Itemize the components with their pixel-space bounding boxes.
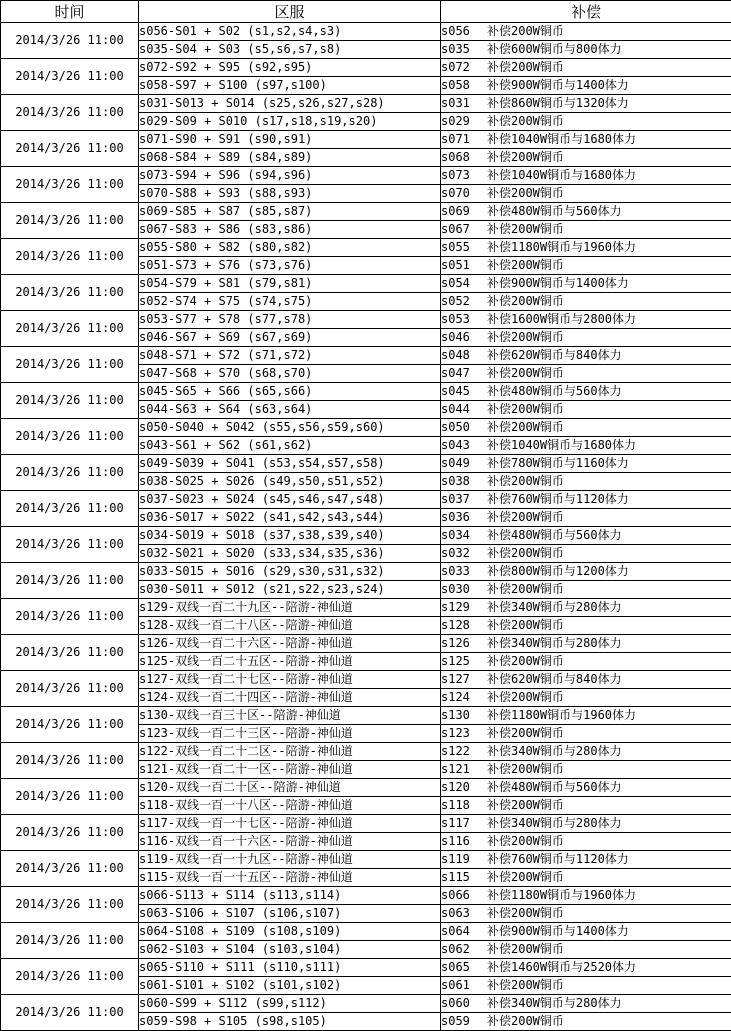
compensation-cell [441, 275, 731, 293]
server-cell: s064-S108 + S109 (s108,s109) [139, 923, 441, 941]
compensation-text: 补偿200W铜币 [487, 798, 564, 812]
server-id: s031 [441, 95, 487, 112]
compensation-text: 补偿200W铜币 [487, 258, 564, 272]
compensation-cell [441, 671, 731, 689]
server-id: s072 [441, 59, 487, 76]
compensation-text: 补偿200W铜币 [487, 870, 564, 884]
server-cell: s118-双线一百一十八区--陪游-神仙道 [139, 797, 441, 815]
server-cell: s120-双线一百二十区--陪游-神仙道 [139, 779, 441, 797]
table-row [1, 563, 731, 581]
compensation-cell [441, 995, 731, 1013]
server-id: s052 [441, 293, 487, 310]
server-cell: s054-S79 + S81 (s79,s81) [139, 275, 441, 293]
server-id: s035 [441, 41, 487, 58]
compensation-cell [441, 113, 731, 131]
time-cell: 2014/3/26 11:00 [1, 347, 139, 383]
time-cell: 2014/3/26 11:00 [1, 707, 139, 743]
server-cell: s122-双线一百二十二区--陪游-神仙道 [139, 743, 441, 761]
table-row [1, 95, 731, 113]
column-header-server: 区服 [139, 1, 441, 23]
compensation-cell [441, 239, 731, 257]
compensation-cell [441, 527, 731, 545]
server-cell: s060-S99 + S112 (s99,s112) [139, 995, 441, 1013]
table-row [1, 671, 731, 689]
compensation-cell [441, 599, 731, 617]
compensation-cell [441, 149, 731, 167]
compensation-cell [441, 221, 731, 239]
server-id: s124 [441, 689, 487, 706]
compensation-cell [441, 203, 731, 221]
server-id: s127 [441, 671, 487, 688]
compensation-text: 补偿200W铜币 [487, 834, 564, 848]
time-cell: 2014/3/26 11:00 [1, 851, 139, 887]
server-id: s069 [441, 203, 487, 220]
server-id: s038 [441, 473, 487, 490]
server-cell: s121-双线一百二十一区--陪游-神仙道 [139, 761, 441, 779]
server-cell: s029-S09 + S010 (s17,s18,s19,s20) [139, 113, 441, 131]
compensation-cell [441, 725, 731, 743]
compensation-text: 补偿780W铜币与1160体力 [487, 456, 629, 470]
table-row [1, 59, 731, 77]
compensation-cell [441, 329, 731, 347]
server-cell: s052-S74 + S75 (s74,s75) [139, 293, 441, 311]
server-id: s062 [441, 941, 487, 958]
server-id: s073 [441, 167, 487, 184]
table-row [1, 167, 731, 185]
server-id: s032 [441, 545, 487, 562]
time-cell: 2014/3/26 11:00 [1, 383, 139, 419]
server-cell: s072-S92 + S95 (s92,s95) [139, 59, 441, 77]
server-cell: s117-双线一百一十七区--陪游-神仙道 [139, 815, 441, 833]
server-cell: s050-S040 + S042 (s55,s56,s59,s60) [139, 419, 441, 437]
table-row [1, 491, 731, 509]
table-row [1, 275, 731, 293]
server-id: s123 [441, 725, 487, 742]
compensation-text: 补偿900W铜币与1400体力 [487, 924, 629, 938]
compensation-cell [441, 491, 731, 509]
server-id: s067 [441, 221, 487, 238]
server-cell: s044-S63 + S64 (s63,s64) [139, 401, 441, 419]
server-cell: s125-双线一百二十五区--陪游-神仙道 [139, 653, 441, 671]
compensation-cell [441, 635, 731, 653]
server-id: s119 [441, 851, 487, 868]
server-cell: s071-S90 + S91 (s90,s91) [139, 131, 441, 149]
time-cell: 2014/3/26 11:00 [1, 59, 139, 95]
table-row [1, 203, 731, 221]
compensation-text: 补偿340W铜币与280体力 [487, 600, 622, 614]
server-cell: s048-S71 + S72 (s71,s72) [139, 347, 441, 365]
compensation-text: 补偿480W铜币与560体力 [487, 528, 622, 542]
server-cell: s038-S025 + S026 (s49,s50,s51,s52) [139, 473, 441, 491]
server-id: s122 [441, 743, 487, 760]
server-cell: s031-S013 + S014 (s25,s26,s27,s28) [139, 95, 441, 113]
compensation-cell [441, 1013, 731, 1031]
compensation-text: 补偿760W铜币与1120体力 [487, 852, 629, 866]
compensation-text: 补偿480W铜币与560体力 [487, 384, 622, 398]
compensation-cell [441, 365, 731, 383]
server-cell: s128-双线一百二十八区--陪游-神仙道 [139, 617, 441, 635]
compensation-cell [441, 473, 731, 491]
compensation-cell [441, 383, 731, 401]
server-cell: s045-S65 + S66 (s65,s66) [139, 383, 441, 401]
server-cell: s063-S106 + S107 (s106,s107) [139, 905, 441, 923]
compensation-cell [441, 617, 731, 635]
server-cell: s046-S67 + S69 (s67,s69) [139, 329, 441, 347]
column-header-compensation: 补偿 [441, 1, 731, 23]
compensation-text: 补偿1040W铜币与1680体力 [487, 438, 636, 452]
server-id: s120 [441, 779, 487, 796]
server-cell: s055-S80 + S82 (s80,s82) [139, 239, 441, 257]
table-row [1, 455, 731, 473]
compensation-text: 补偿200W铜币 [487, 582, 564, 596]
compensation-text: 补偿200W铜币 [487, 654, 564, 668]
server-cell: s073-S94 + S96 (s94,s96) [139, 167, 441, 185]
compensation-text: 补偿200W铜币 [487, 546, 564, 560]
time-cell: 2014/3/26 11:00 [1, 743, 139, 779]
compensation-text: 补偿1460W铜币与2520体力 [487, 960, 636, 974]
compensation-cell [441, 887, 731, 905]
server-id: s071 [441, 131, 487, 148]
server-cell: s119-双线一百一十九区--陪游-神仙道 [139, 851, 441, 869]
compensation-text: 补偿200W铜币 [487, 222, 564, 236]
compensation-text: 补偿340W铜币与280体力 [487, 996, 622, 1010]
table-row [1, 635, 731, 653]
compensation-text: 补偿200W铜币 [487, 618, 564, 632]
compensation-text: 补偿200W铜币 [487, 294, 564, 308]
server-id: s059 [441, 1013, 487, 1030]
server-cell: s124-双线一百二十四区--陪游-神仙道 [139, 689, 441, 707]
server-id: s043 [441, 437, 487, 454]
server-id: s049 [441, 455, 487, 472]
server-cell: s037-S023 + S024 (s45,s46,s47,s48) [139, 491, 441, 509]
time-cell: 2014/3/26 11:00 [1, 419, 139, 455]
compensation-text: 补偿200W铜币 [487, 726, 564, 740]
server-id: s118 [441, 797, 487, 814]
server-cell: s056-S01 + S02 (s1,s2,s4,s3) [139, 23, 441, 41]
table-row [1, 23, 731, 41]
server-id: s129 [441, 599, 487, 616]
time-cell: 2014/3/26 11:00 [1, 815, 139, 851]
server-id: s037 [441, 491, 487, 508]
time-cell: 2014/3/26 11:00 [1, 131, 139, 167]
server-id: s056 [441, 23, 487, 40]
time-cell: 2014/3/26 11:00 [1, 671, 139, 707]
compensation-text: 补偿340W铜币与280体力 [487, 636, 622, 650]
table-row [1, 419, 731, 437]
server-cell: s043-S61 + S62 (s61,s62) [139, 437, 441, 455]
compensation-cell [441, 437, 731, 455]
compensation-cell [441, 545, 731, 563]
compensation-cell [441, 581, 731, 599]
compensation-cell [441, 131, 731, 149]
server-cell: s066-S113 + S114 (s113,s114) [139, 887, 441, 905]
server-id: s068 [441, 149, 487, 166]
time-cell: 2014/3/26 11:00 [1, 959, 139, 995]
server-id: s126 [441, 635, 487, 652]
table-row [1, 959, 731, 977]
compensation-cell [441, 869, 731, 887]
server-id: s058 [441, 77, 487, 94]
compensation-text: 补偿200W铜币 [487, 186, 564, 200]
server-id: s029 [441, 113, 487, 130]
compensation-text: 补偿620W铜币与840体力 [487, 672, 622, 686]
server-cell: s130-双线一百三十区--陪游-神仙道 [139, 707, 441, 725]
server-cell: s030-S011 + S012 (s21,s22,s23,s24) [139, 581, 441, 599]
compensation-text: 补偿200W铜币 [487, 510, 564, 524]
compensation-text: 补偿1600W铜币与2800体力 [487, 312, 636, 326]
compensation-text: 补偿620W铜币与840体力 [487, 348, 622, 362]
compensation-cell [441, 761, 731, 779]
table-row [1, 851, 731, 869]
compensation-text: 补偿200W铜币 [487, 150, 564, 164]
server-id: s055 [441, 239, 487, 256]
server-cell: s051-S73 + S76 (s73,s76) [139, 257, 441, 275]
time-cell: 2014/3/26 11:00 [1, 887, 139, 923]
compensation-text: 补偿200W铜币 [487, 420, 564, 434]
server-cell: s036-S017 + S022 (s41,s42,s43,s44) [139, 509, 441, 527]
server-cell: s126-双线一百二十六区--陪游-神仙道 [139, 635, 441, 653]
server-cell: s062-S103 + S104 (s103,s104) [139, 941, 441, 959]
time-cell: 2014/3/26 11:00 [1, 311, 139, 347]
compensation-cell [441, 977, 731, 995]
compensation-text: 补偿900W铜币与1400体力 [487, 276, 629, 290]
compensation-cell [441, 707, 731, 725]
compensation-text: 补偿1180W铜币与1960体力 [487, 240, 636, 254]
server-id: s051 [441, 257, 487, 274]
compensation-text: 补偿600W铜币与800体力 [487, 42, 622, 56]
server-id: s063 [441, 905, 487, 922]
time-cell: 2014/3/26 11:00 [1, 995, 139, 1031]
compensation-cell [441, 941, 731, 959]
server-cell: s059-S98 + S105 (s98,s105) [139, 1013, 441, 1031]
server-cell: s061-S101 + S102 (s101,s102) [139, 977, 441, 995]
compensation-text: 补偿200W铜币 [487, 366, 564, 380]
server-id: s060 [441, 995, 487, 1012]
server-cell: s123-双线一百二十三区--陪游-神仙道 [139, 725, 441, 743]
compensation-cell [441, 401, 731, 419]
compensation-text: 补偿200W铜币 [487, 978, 564, 992]
compensation-cell [441, 779, 731, 797]
server-cell: s058-S97 + S100 (s97,s100) [139, 77, 441, 95]
table-row [1, 923, 731, 941]
compensation-text: 补偿1040W铜币与1680体力 [487, 132, 636, 146]
table-row [1, 779, 731, 797]
compensation-cell [441, 311, 731, 329]
compensation-cell [441, 347, 731, 365]
header-row [1, 1, 731, 23]
table-row [1, 887, 731, 905]
compensation-cell [441, 95, 731, 113]
merge-table-body [1, 23, 731, 1031]
compensation-cell [441, 851, 731, 869]
compensation-cell [441, 563, 731, 581]
server-cell: s116-双线一百一十六区--陪游-神仙道 [139, 833, 441, 851]
server-cell: s035-S04 + S03 (s5,s6,s7,s8) [139, 41, 441, 59]
time-cell: 2014/3/26 11:00 [1, 635, 139, 671]
compensation-cell [441, 743, 731, 761]
time-cell: 2014/3/26 11:00 [1, 563, 139, 599]
compensation-cell [441, 167, 731, 185]
table-row [1, 347, 731, 365]
table-row [1, 311, 731, 329]
time-cell: 2014/3/26 11:00 [1, 23, 139, 59]
server-id: s030 [441, 581, 487, 598]
server-cell: s049-S039 + S041 (s53,s54,s57,s58) [139, 455, 441, 473]
column-header-time: 时间 [1, 1, 139, 23]
server-id: s070 [441, 185, 487, 202]
compensation-cell [441, 923, 731, 941]
table-row [1, 995, 731, 1013]
compensation-cell [441, 905, 731, 923]
compensation-text: 补偿200W铜币 [487, 762, 564, 776]
compensation-cell [441, 59, 731, 77]
compensation-text: 补偿900W铜币与1400体力 [487, 78, 629, 92]
server-id: s054 [441, 275, 487, 292]
compensation-cell [441, 419, 731, 437]
time-cell: 2014/3/26 11:00 [1, 599, 139, 635]
compensation-text: 补偿200W铜币 [487, 114, 564, 128]
server-id: s045 [441, 383, 487, 400]
compensation-text: 补偿1180W铜币与1960体力 [487, 888, 636, 902]
compensation-cell [441, 455, 731, 473]
time-cell: 2014/3/26 11:00 [1, 239, 139, 275]
table-row [1, 239, 731, 257]
time-cell: 2014/3/26 11:00 [1, 779, 139, 815]
compensation-cell [441, 257, 731, 275]
server-id: s047 [441, 365, 487, 382]
compensation-text: 补偿480W铜币与560体力 [487, 780, 622, 794]
time-cell: 2014/3/26 11:00 [1, 275, 139, 311]
server-id: s117 [441, 815, 487, 832]
compensation-cell [441, 41, 731, 59]
server-id: s121 [441, 761, 487, 778]
server-cell: s115-双线一百一十五区--陪游-神仙道 [139, 869, 441, 887]
server-cell: s033-S015 + S016 (s29,s30,s31,s32) [139, 563, 441, 581]
server-id: s116 [441, 833, 487, 850]
compensation-cell [441, 23, 731, 41]
server-id: s044 [441, 401, 487, 418]
server-id: s130 [441, 707, 487, 724]
compensation-text: 补偿200W铜币 [487, 474, 564, 488]
compensation-cell [441, 77, 731, 95]
server-id: s115 [441, 869, 487, 886]
server-id: s034 [441, 527, 487, 544]
table-row [1, 131, 731, 149]
compensation-text: 补偿200W铜币 [487, 24, 564, 38]
time-cell: 2014/3/26 11:00 [1, 491, 139, 527]
table-row [1, 707, 731, 725]
compensation-text: 补偿200W铜币 [487, 60, 564, 74]
compensation-text: 补偿340W铜币与280体力 [487, 816, 622, 830]
server-cell: s069-S85 + S87 (s85,s87) [139, 203, 441, 221]
table-row [1, 815, 731, 833]
server-cell: s032-S021 + S020 (s33,s34,s35,s36) [139, 545, 441, 563]
compensation-text: 补偿340W铜币与280体力 [487, 744, 622, 758]
time-cell: 2014/3/26 11:00 [1, 167, 139, 203]
compensation-cell [441, 653, 731, 671]
server-id: s053 [441, 311, 487, 328]
server-id: s065 [441, 959, 487, 976]
server-cell: s127-双线一百二十七区--陪游-神仙道 [139, 671, 441, 689]
time-cell: 2014/3/26 11:00 [1, 95, 139, 131]
server-cell: s067-S83 + S86 (s83,s86) [139, 221, 441, 239]
server-id: s064 [441, 923, 487, 940]
table-row [1, 383, 731, 401]
compensation-text: 补偿200W铜币 [487, 330, 564, 344]
time-cell: 2014/3/26 11:00 [1, 527, 139, 563]
server-cell: s070-S88 + S93 (s88,s93) [139, 185, 441, 203]
server-id: s033 [441, 563, 487, 580]
time-cell: 2014/3/26 11:00 [1, 455, 139, 491]
compensation-cell [441, 185, 731, 203]
compensation-cell [441, 833, 731, 851]
compensation-text: 补偿760W铜币与1120体力 [487, 492, 629, 506]
server-id: s066 [441, 887, 487, 904]
server-cell: s068-S84 + S89 (s84,s89) [139, 149, 441, 167]
server-cell: s065-S110 + S111 (s110,s111) [139, 959, 441, 977]
compensation-cell [441, 509, 731, 527]
server-id: s050 [441, 419, 487, 436]
compensation-text: 补偿200W铜币 [487, 942, 564, 956]
compensation-cell [441, 959, 731, 977]
compensation-cell [441, 815, 731, 833]
server-id: s061 [441, 977, 487, 994]
compensation-text: 补偿200W铜币 [487, 690, 564, 704]
compensation-cell [441, 797, 731, 815]
compensation-text: 补偿1040W铜币与1680体力 [487, 168, 636, 182]
server-cell: s053-S77 + S78 (s77,s78) [139, 311, 441, 329]
server-id: s036 [441, 509, 487, 526]
server-id: s048 [441, 347, 487, 364]
compensation-cell [441, 689, 731, 707]
compensation-text: 补偿860W铜币与1320体力 [487, 96, 629, 110]
compensation-text: 补偿1180W铜币与1960体力 [487, 708, 636, 722]
server-cell: s034-S019 + S018 (s37,s38,s39,s40) [139, 527, 441, 545]
time-cell: 2014/3/26 11:00 [1, 923, 139, 959]
table-row [1, 599, 731, 617]
server-id: s046 [441, 329, 487, 346]
compensation-text: 补偿800W铜币与1200体力 [487, 564, 629, 578]
server-id: s125 [441, 653, 487, 670]
compensation-text: 补偿480W铜币与560体力 [487, 204, 622, 218]
compensation-text: 补偿200W铜币 [487, 1014, 564, 1028]
server-cell: s047-S68 + S70 (s68,s70) [139, 365, 441, 383]
server-cell: s129-双线一百二十九区--陪游-神仙道 [139, 599, 441, 617]
compensation-cell [441, 293, 731, 311]
table-row [1, 743, 731, 761]
compensation-text: 补偿200W铜币 [487, 906, 564, 920]
table-row [1, 527, 731, 545]
server-id: s128 [441, 617, 487, 634]
time-cell: 2014/3/26 11:00 [1, 203, 139, 239]
compensation-text: 补偿200W铜币 [487, 402, 564, 416]
